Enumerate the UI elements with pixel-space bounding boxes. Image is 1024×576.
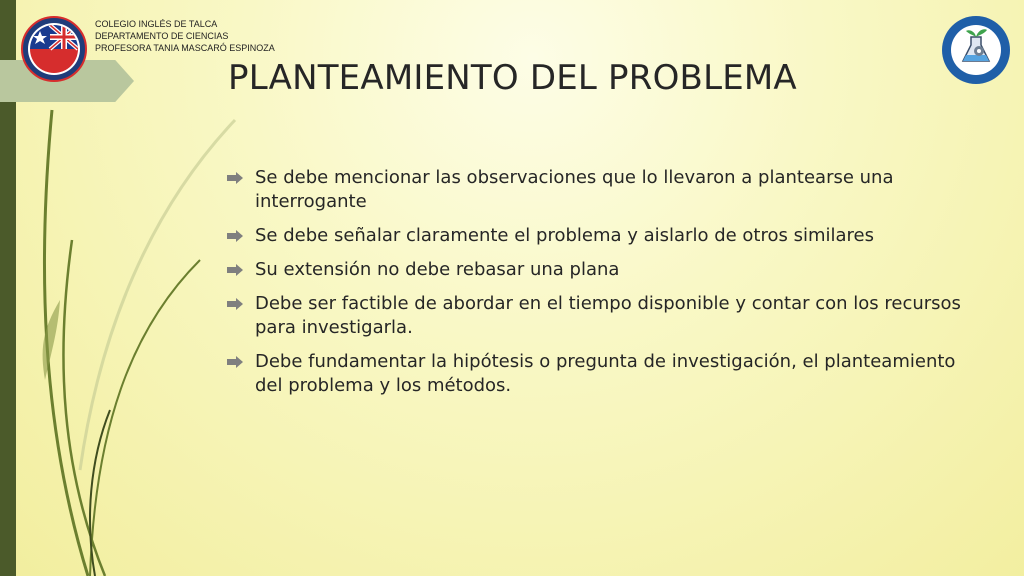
bullet-item bbox=[227, 292, 967, 340]
bullet-text: Se debe señalar claramente el problema y aislarlo de otros similares bbox=[255, 225, 875, 246]
arrow-bullet-icon bbox=[227, 230, 243, 242]
department-name: DEPARTAMENTO DE CIENCIAS bbox=[95, 31, 229, 41]
arrow-bullet-icon bbox=[227, 264, 243, 276]
bullet-item bbox=[227, 166, 967, 214]
school-crest-icon bbox=[21, 16, 87, 82]
leaf-stem-decoration-icon bbox=[0, 0, 260, 576]
arrow-bullet-icon bbox=[227, 298, 243, 310]
bullet-text: Su extensión no debe rebasar una plana bbox=[255, 259, 620, 280]
bullet-item bbox=[227, 258, 967, 282]
bullet-text: Se debe mencionar las observaciones que lo llevaron a plantearse una interrogante bbox=[255, 167, 894, 212]
header-info bbox=[95, 18, 275, 54]
bullet-item bbox=[227, 350, 967, 398]
teacher-name: PROFESORA TANIA MASCARÓ ESPINOZA bbox=[95, 43, 275, 53]
science-department-badge-icon bbox=[941, 15, 1011, 85]
school-name: COLEGIO INGLÉS DE TALCA bbox=[95, 19, 218, 29]
bullet-list bbox=[227, 166, 967, 408]
bullet-item bbox=[227, 224, 967, 248]
bullet-text: Debe ser factible de abordar en el tiempo disponible y contar con los recursos para investigarla. bbox=[255, 293, 961, 338]
bullet-text: Debe fundamentar la hipótesis o pregunta de investigación, el planteamiento del problema y los métodos. bbox=[255, 351, 956, 396]
slide-title: PLANTEAMIENTO DEL PROBLEMA bbox=[228, 58, 797, 98]
arrow-bullet-icon bbox=[227, 356, 243, 368]
arrow-bullet-icon bbox=[227, 172, 243, 184]
